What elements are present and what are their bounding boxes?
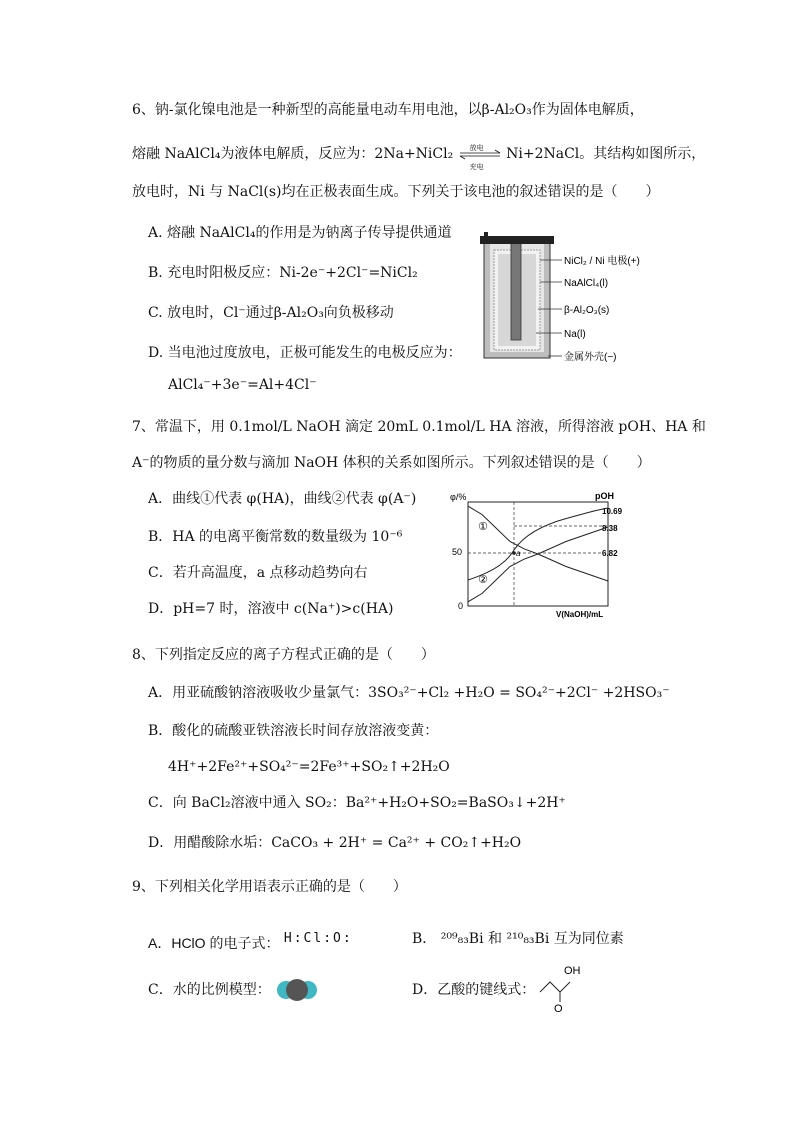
q7-option-b: B．HA 的电离平衡常数的数量级为 10⁻⁶ [148, 529, 403, 545]
curve-label-1: ① [478, 521, 488, 533]
q9-option-b-text: ²⁰⁹₈₃Bi 和 ²¹⁰₈₃Bi 互为同位素 [440, 931, 624, 947]
left-tick-0: 0 [458, 601, 464, 611]
top-cap [480, 236, 554, 244]
poh-curve [468, 508, 608, 580]
q7-line-1: 7、常温下，用 0.1mol/L NaOH 滴定 20mL 0.1mol/L HA 溶液，所得溶液 pOH、HA 和 [132, 419, 706, 435]
q7-option-d: D．pH=7 时，溶液中 c(Na⁺)>c(HA) [148, 601, 394, 617]
titration-chart [448, 488, 628, 620]
q6-line-3: 放电时，Ni 与 NaCl(s)均在正极表面生成。下列关于该电池的叙述错误的是（ ） [132, 184, 660, 200]
left-axis-label: φ/% [450, 492, 467, 502]
q9-title: 9、下列相关化学用语表示正确的是（ ） [132, 879, 407, 895]
q7-line-2: A⁻的物质的量分数与滴加 NaOH 体积的关系如图所示。下列叙述错误的是（ ） [132, 455, 651, 471]
q6-option-a: A. 熔融 NaAlCl₄的作用是为钠离子传导提供通道 [148, 225, 452, 241]
q6-option-b: B. 充电时阳极反应：Ni-2e⁻+2Cl⁻=NiCl₂ [148, 265, 418, 281]
q6-line-2a: 熔融 NaAlCl₄为液体电解质，反应为：2Na+NiCl₂ [132, 146, 454, 162]
acetic-acid-skeletal-icon [534, 960, 594, 1014]
q8-option-a: A．用亚硫酸钠溶液吸收少量氯气：3SO₃²⁻+Cl₂ +H₂O = SO₄²⁻+2Cl⁻ +2HSO₃⁻ [148, 685, 670, 701]
right-tick-1069: 10.69 [602, 507, 623, 516]
q8-option-b: B．酸化的硫酸亚铁溶液长时间存放溶液变黄： [148, 723, 439, 739]
label-metal-shell: 金属外壳(−) [564, 352, 617, 363]
battery-diagram [478, 232, 688, 372]
q9-option-b [412, 930, 624, 948]
arrow-top-label: 放电 [469, 144, 484, 152]
right-tick-682: 6.82 [602, 549, 618, 558]
q9-option-d-label: D．乙酸的键线式： [412, 982, 536, 998]
arrow-bottom-label: 充电 [469, 163, 484, 171]
q7-option-c: C．若升高温度，a 点移动趋势向右 [148, 565, 368, 581]
q8-option-b-equation: 4H⁺+2Fe²⁺+SO₄²⁻=2Fe³⁺+SO₂↑+2H₂O [168, 759, 450, 775]
series-line-1 [468, 506, 608, 581]
label-beta-alumina: β-Al₂O₃(s) [564, 305, 610, 316]
q6-line-2b: Ni+2NaCl。其结构如图所示， [506, 146, 706, 162]
right-tick-838: 8.38 [602, 524, 618, 533]
q8-option-d: D．用醋酸除水垢：CaCO₃ + 2H⁺ = Ca²⁺ + CO₂↑+H₂O [148, 835, 522, 851]
q9-option-c-label: C．水的比例模型： [148, 982, 271, 998]
curve-label-2: ② [478, 574, 488, 586]
point-a-label: a [516, 549, 521, 558]
reversible-arrow [458, 144, 502, 171]
right-axis-label: pOH [595, 491, 614, 501]
q9-option-c [148, 981, 271, 999]
label-naalcl4: NaAlCl₄(l) [564, 278, 609, 289]
ni-electrode [511, 240, 521, 340]
q9-option-b-label: B． [412, 931, 437, 947]
oh-label: OH [564, 965, 581, 977]
q9-option-d [412, 981, 535, 999]
water-spacefill-model-icon [274, 977, 320, 1003]
q9-option-a [148, 930, 353, 953]
label-nicl2-electrode: NiCl₂ / Ni 电极(+) [564, 256, 640, 267]
o-label: O [554, 1003, 563, 1014]
q8-option-c: C．向 BaCl₂溶液中通入 SO₂：Ba²⁺+H₂O+SO₂=BaSO₃↓+2H⁺ [148, 795, 566, 811]
left-tick-50: 50 [452, 547, 463, 557]
q6-option-d-equation: AlCl₄⁻+3e⁻=Al+4Cl⁻ [168, 377, 317, 393]
q6-option-d: D. 当电池过度放电，正极可能发生的电极反应为： [148, 345, 462, 361]
hclo-electron-formula: H:Cl:O: [283, 931, 353, 946]
label-na: Na(l) [564, 329, 586, 340]
q6-line-2 [132, 144, 706, 171]
series-group [468, 506, 608, 602]
series-line-2 [468, 527, 608, 602]
q7-option-a: A．曲线①代表 φ(HA)，曲线②代表 φ(A⁻) [148, 491, 417, 507]
q8-title: 8、下列指定反应的离子方程式正确的是（ ） [132, 647, 435, 663]
q9-option-a-label: A．HClO 的电子式： [148, 935, 280, 951]
q6-line-1: 6、钠-氯化镍电池是一种新型的高能量电动车用电池，以β-Al₂O₃作为固体电解质， [132, 102, 644, 118]
q6-option-c: C. 放电时，Cl⁻通过β-Al₂O₃向负极移动 [148, 305, 394, 321]
x-axis-label: V(NaOH)/mL [556, 610, 604, 619]
